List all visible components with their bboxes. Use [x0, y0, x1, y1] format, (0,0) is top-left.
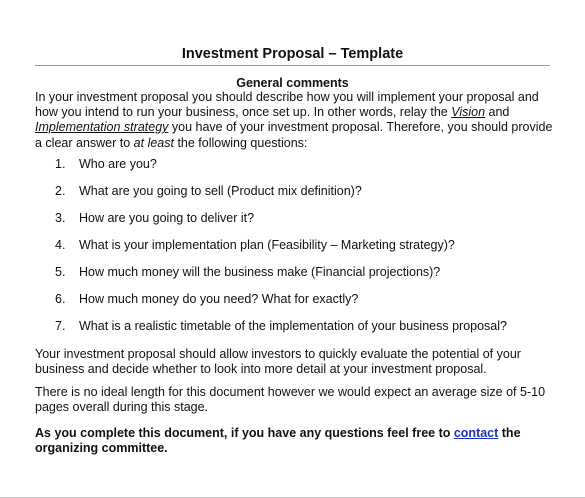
list-item: 6. How much money do you need? What for exactly?: [55, 292, 359, 306]
list-item: 7. What is a realistic timetable of the implementation of your business proposal?: [55, 319, 507, 333]
closing-paragraph: [35, 426, 555, 456]
intro-text-1: In your investment proposal you should describe how you will implement your proposal and how you intend to run your business, once set up. In other words, relay the: [35, 90, 539, 120]
document-title: Investment Proposal – Template: [181, 46, 404, 62]
contact-link[interactable]: contact: [453, 426, 499, 440]
list-item: 2. What are you going to sell (Product mix definition)?: [55, 184, 362, 198]
list-item: 4. What is your implementation plan (Feasibility – Marketing strategy)?: [55, 238, 455, 252]
list-item: 3. How are you going to deliver it?: [55, 211, 255, 225]
implementation-strategy-term: Implementation strategy: [35, 120, 169, 135]
closing-text-1: As you complete this document, if you have any questions feel free to: [35, 426, 454, 440]
section-heading: General comments: [236, 76, 349, 90]
title-rule: [35, 65, 550, 66]
evaluation-paragraph: Your investment proposal should allow investors to quickly evaluate the potential of your business and decide whether to look into more detail at your investment proposal.: [35, 347, 521, 377]
length-paragraph: There is no ideal length for this document however we would expect an average size of 5-10 pages overall during this stage.: [35, 385, 546, 415]
at-least-term: at least: [133, 135, 174, 150]
intro-text-2: you have of your investment proposal. Therefore, you should provide a clear answer to: [35, 120, 553, 150]
list-item: 5. How much money will the business make (Financial projections)?: [55, 265, 441, 279]
vision-term: Vision: [451, 105, 486, 120]
intro-text-3: the following questions:: [173, 135, 308, 150]
closing-text-2: the organizing committee.: [35, 426, 521, 456]
list-item: 1. Who are you?: [55, 157, 157, 171]
intro-paragraph: [35, 90, 555, 151]
intro-and: and: [485, 105, 510, 120]
